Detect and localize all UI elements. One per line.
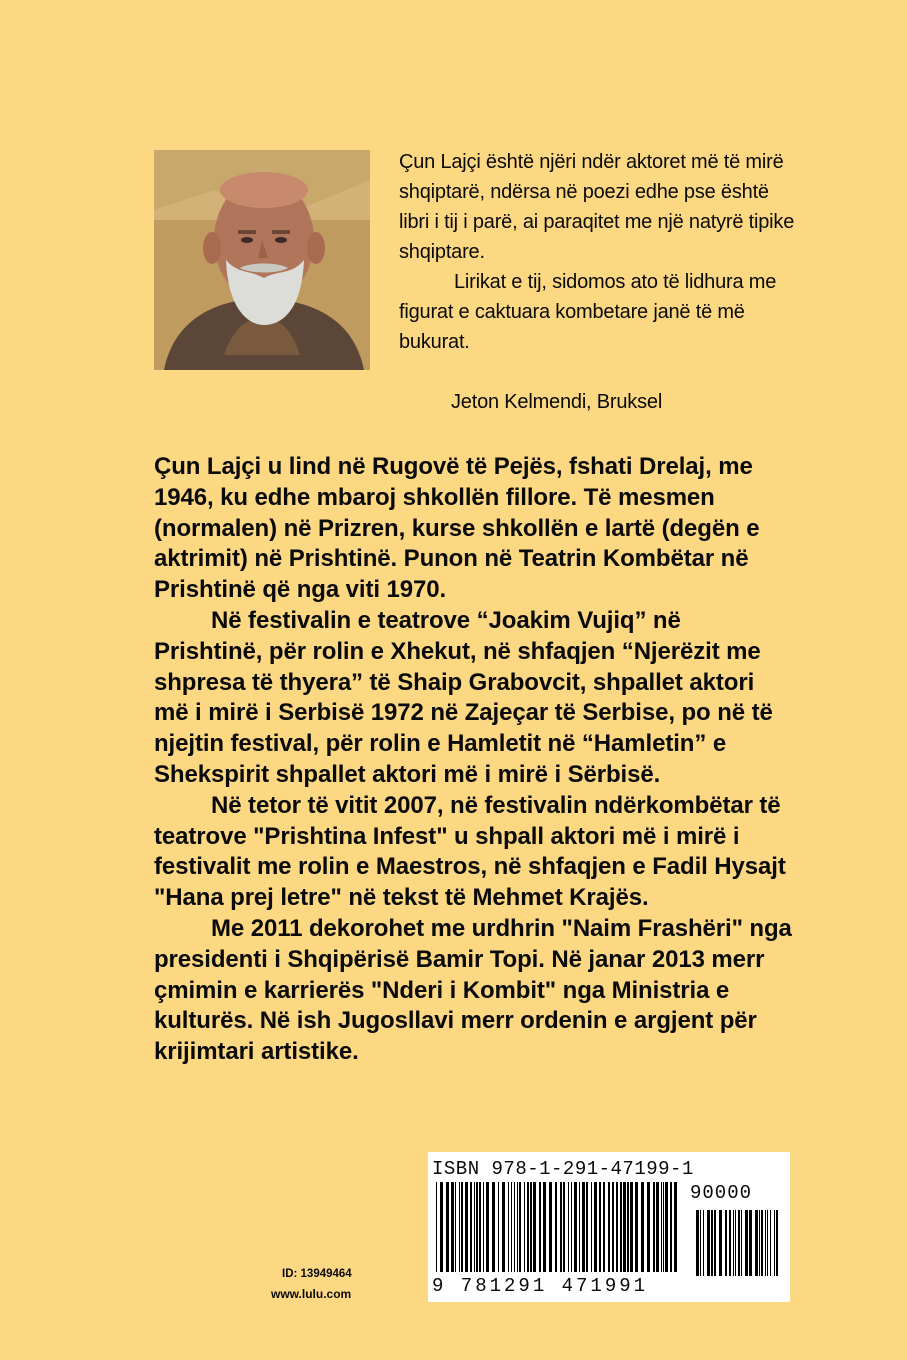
barcode-bar: [647, 1182, 650, 1272]
barcode-bar: [603, 1182, 605, 1272]
addon-bar: [749, 1210, 752, 1276]
barcode-bar: [486, 1182, 489, 1272]
barcode-bar: [620, 1182, 622, 1272]
barcode-bar: [514, 1182, 515, 1272]
barcode-bar: [483, 1182, 484, 1272]
barcode-bar: [465, 1182, 468, 1272]
barcode-bar: [543, 1182, 546, 1272]
barcode-bar: [579, 1182, 580, 1272]
publisher-id: ID: 13949464: [282, 1268, 352, 1280]
barcode-bar: [641, 1182, 644, 1272]
addon-bar: [767, 1210, 768, 1276]
barcode-bar: [517, 1182, 518, 1272]
addon-bar: [745, 1210, 748, 1276]
addon-bar: [719, 1210, 722, 1276]
quote-paragraph-2: Lirikat e tij, sidomos ato të lidhura me figurat e caktuara kombetare janë të më bukurat.: [399, 271, 777, 353]
barcode-bar: [461, 1182, 463, 1272]
barcode-bar: [511, 1182, 512, 1272]
barcode-bar: [670, 1182, 672, 1272]
barcode-bar: [586, 1182, 588, 1272]
barcode-bar: [563, 1182, 565, 1272]
publisher-url: www.lulu.com: [271, 1287, 352, 1301]
barcode-bar: [451, 1182, 454, 1272]
barcode-bar: [663, 1182, 664, 1272]
barcode-bar: [549, 1182, 552, 1272]
bio-paragraph-1: Çun Lajçi u lind në Rugovë të Pejës, fshati Drelaj, me 1946, ku edhe mbaroj shkollën fillore. Të mesmen (normalen) në Prizren, kurse shkollën e lartë (degën e aktrimit) në Prishtinë. Punon në Teatrin Kombëtar në Prishtinë që nga viti 1970.: [154, 453, 760, 604]
isbn-label: ISBN 978-1-291-47199-1: [432, 1158, 694, 1180]
barcode-bar: [656, 1182, 659, 1272]
price-code: 90000: [690, 1182, 753, 1204]
barcode-bar: [524, 1182, 525, 1272]
addon-bar: [711, 1210, 713, 1276]
barcode-bar: [674, 1182, 677, 1272]
barcode-bar: [508, 1182, 509, 1272]
barcode-bar: [594, 1182, 597, 1272]
barcode-bar: [533, 1182, 536, 1272]
barcode-bar: [623, 1182, 626, 1272]
addon-bar: [735, 1210, 736, 1276]
barcode-bar: [599, 1182, 601, 1272]
addon-bar: [703, 1210, 704, 1276]
quote-paragraph-1: Çun Lajçi është njëri ndër aktoret më të mirë shqiptarë, ndërsa në poezi edhe pse është libri i tij i parë, ai paraqitet me një natyrë tipike shqiptare.: [399, 151, 795, 263]
barcode-bar: [476, 1182, 478, 1272]
barcode-bar: [574, 1182, 577, 1272]
barcode-bar: [474, 1182, 475, 1272]
barcode-bar: [661, 1182, 662, 1272]
addon-bar: [755, 1210, 758, 1276]
barcode-digits: 9 781291 471991: [432, 1275, 649, 1297]
barcode-bar: [502, 1182, 505, 1272]
barcode-bar: [440, 1182, 443, 1272]
barcode-bar: [571, 1182, 572, 1272]
addon-bar: [729, 1210, 731, 1276]
barcode-bar: [630, 1182, 633, 1272]
author-photo: [154, 150, 370, 370]
barcode-bar: [436, 1182, 437, 1272]
barcode-bar: [568, 1182, 569, 1272]
addon-bar: [774, 1210, 775, 1276]
addon-bar: [738, 1210, 740, 1276]
addon-bar: [725, 1210, 727, 1276]
barcode-bar: [498, 1182, 499, 1272]
addon-bar: [707, 1210, 710, 1276]
bio-paragraph-3: Në tetor të vitit 2007, në festivalin ndërkombëtar të teatrove "Prishtina Infest" u shpall aktori më i mirë i festivalit me rolin e Maestros, në shfaqjen e Fadil Hysajt "Hana prej letre" në tekst të Mehmet Krajës.: [154, 791, 786, 912]
barcode-bar: [612, 1182, 614, 1272]
barcode-bar: [479, 1182, 481, 1272]
barcode-bar: [539, 1182, 541, 1272]
addon-bar: [770, 1210, 771, 1276]
barcode-bar: [608, 1182, 610, 1272]
addon-bar: [759, 1210, 760, 1276]
barcode-bar: [527, 1182, 529, 1272]
addon-bar: [776, 1210, 778, 1276]
addon-bar: [765, 1210, 766, 1276]
barcode-bar: [455, 1182, 456, 1272]
barcode-bar: [492, 1182, 495, 1272]
barcode-bar: [635, 1182, 638, 1272]
isbn-barcode: [428, 1152, 790, 1302]
bio-paragraph-4: Me 2011 dekorohet me urdhrin "Naim Frashëri" nga presidenti i Shqipërisë Bamir Topi. Në janar 2013 merr çmimin e karrierës "Nderi i Kombit" nga Ministria e kulturës. Në ish Jugosllavi merr ordenin e argjent për krijimtari artistike.: [154, 914, 792, 1066]
addon-bar: [700, 1210, 701, 1276]
barcode-bar: [627, 1182, 629, 1272]
addon-bar: [733, 1210, 734, 1276]
barcode-bar: [555, 1182, 557, 1272]
addon-bar: [741, 1210, 742, 1276]
barcode-bar: [530, 1182, 532, 1272]
biography: [154, 452, 794, 1068]
addon-bar: [714, 1210, 716, 1276]
barcode-bar: [446, 1182, 449, 1272]
barcode-bar: [653, 1182, 655, 1272]
addon-bar: [761, 1210, 763, 1276]
barcode-bar: [665, 1182, 668, 1272]
quote-block: [399, 147, 799, 417]
barcode-bar: [616, 1182, 618, 1272]
barcode-bar: [582, 1182, 585, 1272]
barcode-bar: [591, 1182, 592, 1272]
quote-signature: Jeton Kelmendi, Bruksel: [451, 391, 663, 413]
bio-paragraph-2: Në festivalin e teatrove “Joakim Vujiq” në Prishtinë, për rolin e Xhekut, në shfaqjen “Njerëzit me shpresa të thyera” të Shaip Grabovcit, shpallet aktori më i mirë i Serbisë 1972 në Zajeçar të Serbise, po në të njejtin festival, për rolin e Hamletit në “Hamletin” e Shekspirit shpallet aktori më i mirë i Sërbisë.: [154, 606, 773, 788]
addon-bar: [696, 1210, 699, 1276]
barcode-bar: [470, 1182, 472, 1272]
barcode-bar: [560, 1182, 562, 1272]
barcode-bar: [519, 1182, 521, 1272]
barcode-bar: [459, 1182, 460, 1272]
